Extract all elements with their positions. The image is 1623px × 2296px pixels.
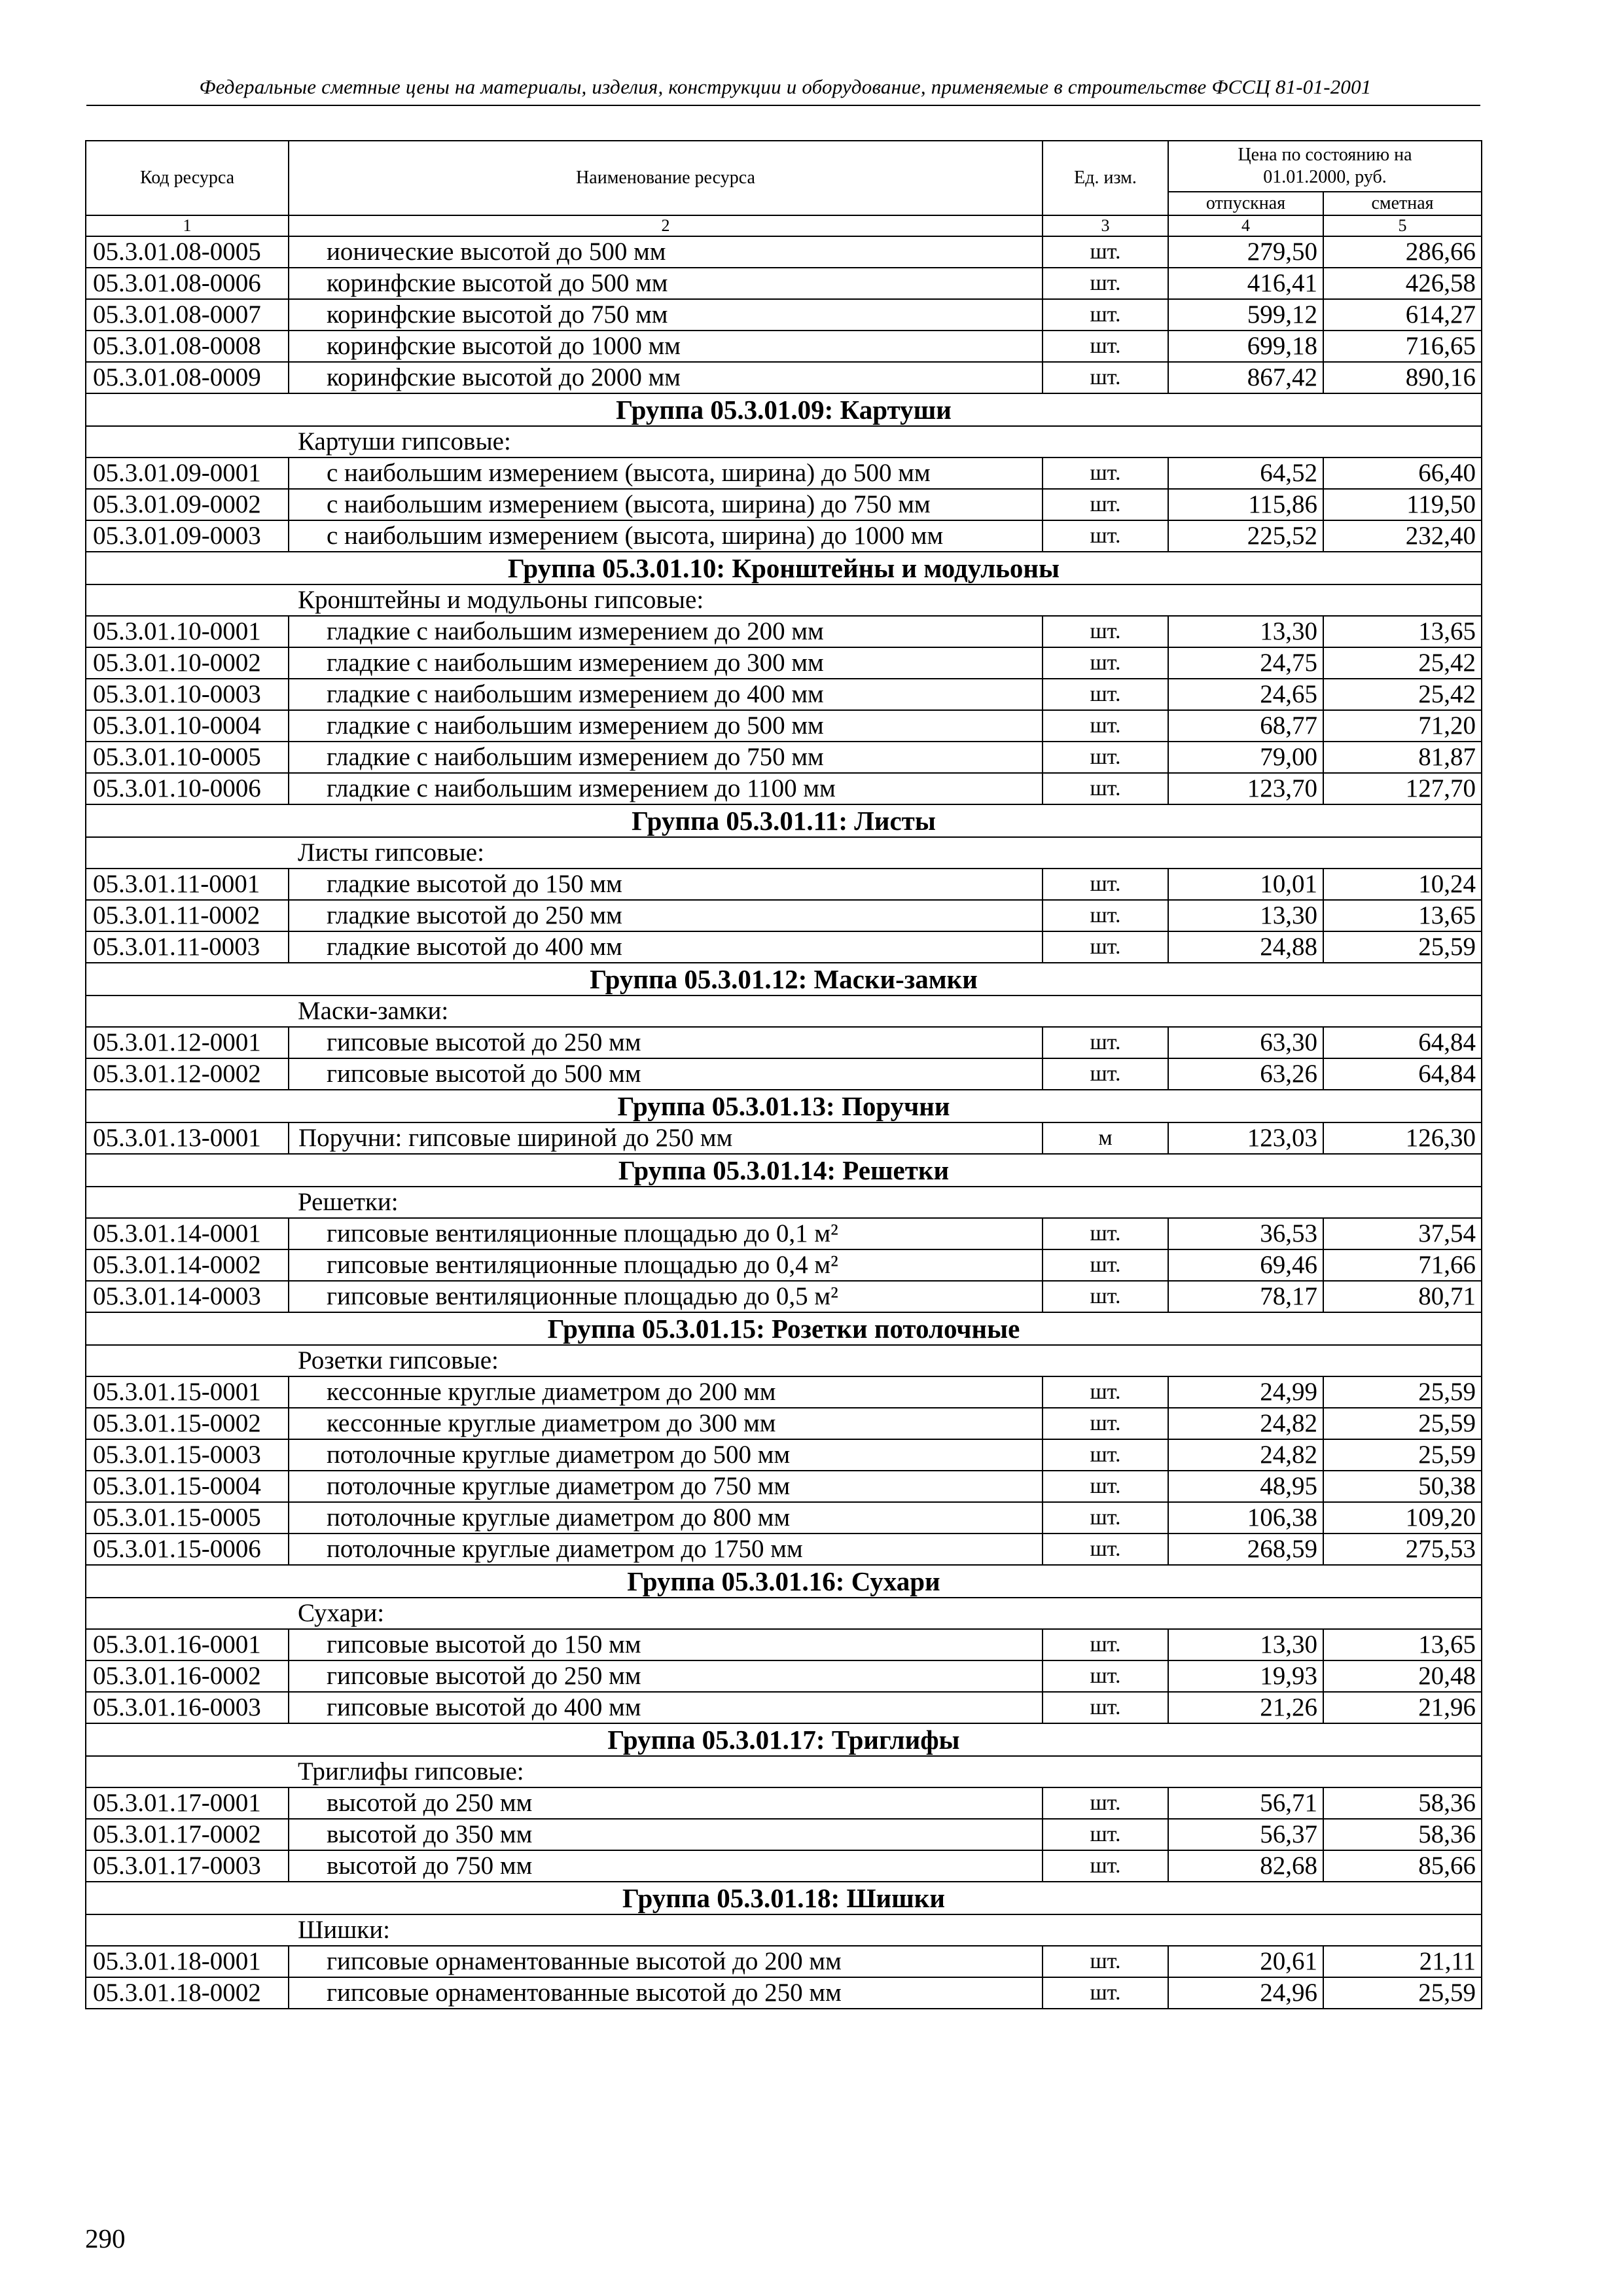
resource-code: 05.3.01.17-0003 [86,1850,289,1882]
unit: шт. [1043,1058,1168,1090]
group-row [86,1154,1482,1187]
resource-name: коринфские высотой до 1000 мм [289,331,1043,362]
resource-name: гипсовые вентиляционные площадью до 0,5 м² [289,1281,1043,1312]
unit: шт. [1043,1471,1168,1502]
price-estimate: 64,84 [1323,1058,1482,1090]
header-code: Код ресурса [86,141,289,215]
table-row [86,489,1482,520]
resource-code: 05.3.01.12-0001 [86,1027,289,1058]
resource-name: гладкие с наибольшим измерением до 400 мм [289,679,1043,710]
price-release: 24,82 [1168,1439,1323,1471]
resource-code: 05.3.01.16-0003 [86,1692,289,1723]
subheading-row [86,1187,1482,1218]
subheading-spacer [86,837,289,869]
table-row [86,362,1482,393]
unit: шт. [1043,616,1168,647]
group-row [86,1882,1482,1914]
table-row [86,331,1482,362]
resource-name: гладкие с наибольшим измерением до 750 мм [289,742,1043,773]
subheading-row [86,426,1482,457]
unit: шт. [1043,773,1168,804]
price-release: 68,77 [1168,710,1323,742]
price-estimate: 126,30 [1323,1122,1482,1154]
price-release: 24,88 [1168,931,1323,963]
subheading-row [86,1756,1482,1787]
group-title: Группа 05.3.01.16: Сухари [86,1565,1482,1598]
price-estimate: 13,65 [1323,900,1482,931]
price-estimate: 81,87 [1323,742,1482,773]
price-table [85,140,1482,2009]
resource-code: 05.3.01.14-0002 [86,1249,289,1281]
price-estimate: 25,59 [1323,1977,1482,2009]
price-release: 225,52 [1168,520,1323,552]
group-title: Группа 05.3.01.11: Листы [86,804,1482,837]
subheading-row [86,1598,1482,1629]
price-estimate: 890,16 [1323,362,1482,393]
price-release: 13,30 [1168,900,1323,931]
group-row [86,1723,1482,1756]
header-price-release: отпускная [1168,192,1323,215]
table-row [86,299,1482,331]
resource-code: 05.3.01.11-0001 [86,869,289,900]
price-estimate: 426,58 [1323,268,1482,299]
table-row [86,236,1482,268]
table-row [86,1502,1482,1534]
group-title: Группа 05.3.01.13: Поручни [86,1090,1482,1122]
price-estimate: 25,59 [1323,1408,1482,1439]
resource-code: 05.3.01.08-0005 [86,236,289,268]
resource-code: 05.3.01.10-0006 [86,773,289,804]
resource-code: 05.3.01.09-0002 [86,489,289,520]
resource-name: гладкие с наибольшим измерением до 300 мм [289,647,1043,679]
subheading-spacer [86,584,289,616]
price-estimate: 13,65 [1323,1629,1482,1660]
header-rule [86,105,1480,106]
unit: шт. [1043,679,1168,710]
resource-code: 05.3.01.15-0004 [86,1471,289,1502]
price-estimate: 286,66 [1323,236,1482,268]
resource-code: 05.3.01.13-0001 [86,1122,289,1154]
price-release: 867,42 [1168,362,1323,393]
price-release: 64,52 [1168,457,1323,489]
table-row [86,520,1482,552]
price-release: 36,53 [1168,1218,1323,1249]
resource-code: 05.3.01.12-0002 [86,1058,289,1090]
subheading-spacer [86,1345,289,1376]
price-estimate: 66,40 [1323,457,1482,489]
price-estimate: 25,42 [1323,679,1482,710]
table-row [86,1819,1482,1850]
resource-code: 05.3.01.08-0008 [86,331,289,362]
table-row [86,742,1482,773]
header-price-group: Цена по состоянию на 01.01.2000, руб. [1168,141,1482,192]
resource-code: 05.3.01.09-0003 [86,520,289,552]
column-number: 2 [289,215,1043,236]
price-estimate: 64,84 [1323,1027,1482,1058]
unit: шт. [1043,900,1168,931]
price-release: 123,03 [1168,1122,1323,1154]
column-number: 5 [1323,215,1482,236]
subheading-row [86,837,1482,869]
group-row [86,1090,1482,1122]
subheading-spacer [86,996,289,1027]
resource-name: гипсовые высотой до 150 мм [289,1629,1043,1660]
price-release: 24,96 [1168,1977,1323,2009]
unit: шт. [1043,1692,1168,1723]
table-row [86,1692,1482,1723]
resource-name: гладкие с наибольшим измерением до 500 мм [289,710,1043,742]
unit: шт. [1043,647,1168,679]
table-row [86,869,1482,900]
resource-code: 05.3.01.16-0002 [86,1660,289,1692]
resource-name: потолочные круглые диаметром до 800 мм [289,1502,1043,1534]
resource-code: 05.3.01.18-0001 [86,1946,289,1977]
resource-code: 05.3.01.10-0004 [86,710,289,742]
unit: шт. [1043,1850,1168,1882]
price-release: 24,99 [1168,1376,1323,1408]
group-row [86,963,1482,996]
price-release: 56,37 [1168,1819,1323,1850]
table-row [86,1249,1482,1281]
resource-name: гладкие высотой до 400 мм [289,931,1043,963]
price-estimate: 10,24 [1323,869,1482,900]
unit: шт. [1043,1027,1168,1058]
price-release: 63,30 [1168,1027,1323,1058]
price-release: 599,12 [1168,299,1323,331]
subheading-row [86,1345,1482,1376]
resource-code: 05.3.01.10-0005 [86,742,289,773]
resource-name: кессонные круглые диаметром до 200 мм [289,1376,1043,1408]
resource-code: 05.3.01.15-0001 [86,1376,289,1408]
price-estimate: 37,54 [1323,1218,1482,1249]
subheading-spacer [86,1914,289,1946]
price-release: 13,30 [1168,616,1323,647]
unit: шт. [1043,869,1168,900]
price-release: 106,38 [1168,1502,1323,1534]
resource-code: 05.3.01.14-0003 [86,1281,289,1312]
unit: шт. [1043,1946,1168,1977]
price-estimate: 13,65 [1323,616,1482,647]
table-row [86,616,1482,647]
group-row [86,804,1482,837]
group-row [86,1565,1482,1598]
group-title: Группа 05.3.01.14: Решетки [86,1154,1482,1187]
subheading: Листы гипсовые: [289,837,1482,869]
price-estimate: 614,27 [1323,299,1482,331]
page-number: 290 [85,2223,126,2253]
table-row [86,1471,1482,1502]
price-release: 123,70 [1168,773,1323,804]
unit: м [1043,1122,1168,1154]
resource-code: 05.3.01.08-0007 [86,299,289,331]
resource-name: гладкие высотой до 150 мм [289,869,1043,900]
subheading: Картуши гипсовые: [289,426,1482,457]
unit: шт. [1043,489,1168,520]
resource-code: 05.3.01.10-0003 [86,679,289,710]
price-table-body [86,141,1482,2009]
subheading-spacer [86,1187,289,1218]
price-release: 21,26 [1168,1692,1323,1723]
price-estimate: 25,59 [1323,1439,1482,1471]
unit: шт. [1043,1408,1168,1439]
unit: шт. [1043,1218,1168,1249]
resource-name: коринфские высотой до 2000 мм [289,362,1043,393]
group-title: Группа 05.3.01.10: Кронштейны и модульоны [86,552,1482,584]
unit: шт. [1043,299,1168,331]
price-estimate: 232,40 [1323,520,1482,552]
resource-name: потолочные круглые диаметром до 1750 мм [289,1534,1043,1565]
price-release: 79,00 [1168,742,1323,773]
subheading: Сухари: [289,1598,1482,1629]
resource-code: 05.3.01.16-0001 [86,1629,289,1660]
price-estimate: 71,66 [1323,1249,1482,1281]
price-estimate: 25,59 [1323,931,1482,963]
resource-name: гладкие с наибольшим измерением до 200 мм [289,616,1043,647]
resource-code: 05.3.01.15-0006 [86,1534,289,1565]
resource-code: 05.3.01.18-0002 [86,1977,289,2009]
subheading-spacer [86,426,289,457]
table-row [86,931,1482,963]
table-row [86,1439,1482,1471]
subheading-row [86,1914,1482,1946]
group-row [86,1312,1482,1345]
price-estimate: 275,53 [1323,1534,1482,1565]
price-release: 19,93 [1168,1660,1323,1692]
resource-name: гипсовые вентиляционные площадью до 0,4 м² [289,1249,1043,1281]
header-unit: Ед. изм. [1043,141,1168,215]
resource-name: гладкие с наибольшим измерением до 1100 мм [289,773,1043,804]
resource-code: 05.3.01.09-0001 [86,457,289,489]
table-row [86,1218,1482,1249]
price-release: 20,61 [1168,1946,1323,1977]
price-release: 699,18 [1168,331,1323,362]
price-release: 24,65 [1168,679,1323,710]
subheading: Кронштейны и модульоны гипсовые: [289,584,1482,616]
resource-name: гипсовые орнаментованные высотой до 200 мм [289,1946,1043,1977]
unit: шт. [1043,1281,1168,1312]
resource-name: высотой до 250 мм [289,1787,1043,1819]
resource-name: гипсовые высотой до 400 мм [289,1692,1043,1723]
price-estimate: 25,59 [1323,1376,1482,1408]
price-release: 48,95 [1168,1471,1323,1502]
table-row [86,1027,1482,1058]
header-price-estimate: сметная [1323,192,1482,215]
resource-code: 05.3.01.15-0002 [86,1408,289,1439]
group-row [86,393,1482,426]
unit: шт. [1043,1502,1168,1534]
unit: шт. [1043,331,1168,362]
price-release: 416,41 [1168,268,1323,299]
table-row [86,268,1482,299]
price-estimate: 58,36 [1323,1819,1482,1850]
unit: шт. [1043,1977,1168,2009]
price-estimate: 127,70 [1323,773,1482,804]
resource-name: с наибольшим измерением (высота, ширина) до 500 мм [289,457,1043,489]
unit: шт. [1043,1660,1168,1692]
column-numbers-row [86,215,1482,236]
price-release: 10,01 [1168,869,1323,900]
price-release: 279,50 [1168,236,1323,268]
resource-code: 05.3.01.11-0002 [86,900,289,931]
subheading: Решетки: [289,1187,1482,1218]
column-number: 4 [1168,215,1323,236]
table-row [86,1787,1482,1819]
subheading: Шишки: [289,1914,1482,1946]
price-release: 78,17 [1168,1281,1323,1312]
price-estimate: 80,71 [1323,1281,1482,1312]
resource-name: гипсовые высотой до 250 мм [289,1660,1043,1692]
group-title: Группа 05.3.01.17: Триглифы [86,1723,1482,1756]
resource-name: гипсовые высотой до 500 мм [289,1058,1043,1090]
running-header: Федеральные сметные цены на материалы, изделия, конструкции и оборудование, применяемые в строительстве ФССЦ 81-01-2001 [199,75,1372,98]
price-release: 24,82 [1168,1408,1323,1439]
resource-name: с наибольшим измерением (высота, ширина) до 750 мм [289,489,1043,520]
price-release: 82,68 [1168,1850,1323,1882]
table-row [86,1660,1482,1692]
unit: шт. [1043,1787,1168,1819]
resource-code: 05.3.01.08-0009 [86,362,289,393]
resource-name: коринфские высотой до 500 мм [289,268,1043,299]
column-number: 3 [1043,215,1168,236]
resource-name: высотой до 750 мм [289,1850,1043,1882]
price-estimate: 20,48 [1323,1660,1482,1692]
table-row [86,457,1482,489]
table-row [86,1122,1482,1154]
resource-name: кессонные круглые диаметром до 300 мм [289,1408,1043,1439]
price-release: 69,46 [1168,1249,1323,1281]
group-title: Группа 05.3.01.09: Картуши [86,393,1482,426]
table-row [86,1408,1482,1439]
resource-name: гипсовые высотой до 250 мм [289,1027,1043,1058]
group-row [86,552,1482,584]
unit: шт. [1043,1439,1168,1471]
resource-code: 05.3.01.11-0003 [86,931,289,963]
price-release: 56,71 [1168,1787,1323,1819]
resource-code: 05.3.01.08-0006 [86,268,289,299]
price-estimate: 21,96 [1323,1692,1482,1723]
unit: шт. [1043,1376,1168,1408]
unit: шт. [1043,1249,1168,1281]
unit: шт. [1043,1534,1168,1565]
subheading: Розетки гипсовые: [289,1345,1482,1376]
unit: шт. [1043,931,1168,963]
unit: шт. [1043,520,1168,552]
price-release: 268,59 [1168,1534,1323,1565]
price-release: 63,26 [1168,1058,1323,1090]
resource-name: гипсовые орнаментованные высотой до 250 мм [289,1977,1043,2009]
price-release: 115,86 [1168,489,1323,520]
table-row [86,900,1482,931]
group-title: Группа 05.3.01.12: Маски-замки [86,963,1482,996]
resource-name: потолочные круглые диаметром до 500 мм [289,1439,1043,1471]
price-estimate: 119,50 [1323,489,1482,520]
price-estimate: 50,38 [1323,1471,1482,1502]
table-row [86,1376,1482,1408]
price-estimate: 109,20 [1323,1502,1482,1534]
table-row [86,679,1482,710]
unit: шт. [1043,457,1168,489]
group-title: Группа 05.3.01.15: Розетки потолочные [86,1312,1482,1345]
group-title: Группа 05.3.01.18: Шишки [86,1882,1482,1914]
unit: шт. [1043,1819,1168,1850]
table-row [86,1629,1482,1660]
column-number: 1 [86,215,289,236]
price-estimate: 716,65 [1323,331,1482,362]
resource-code: 05.3.01.14-0001 [86,1218,289,1249]
table-row [86,1977,1482,2009]
price-estimate: 58,36 [1323,1787,1482,1819]
unit: шт. [1043,1629,1168,1660]
subheading-spacer [86,1598,289,1629]
table-row [86,710,1482,742]
resource-code: 05.3.01.10-0002 [86,647,289,679]
price-estimate: 21,11 [1323,1946,1482,1977]
table-row [86,1946,1482,1977]
resource-code: 05.3.01.15-0005 [86,1502,289,1534]
subheading-row [86,584,1482,616]
unit: шт. [1043,710,1168,742]
resource-code: 05.3.01.10-0001 [86,616,289,647]
unit: шт. [1043,742,1168,773]
price-estimate: 85,66 [1323,1850,1482,1882]
resource-name: коринфские высотой до 750 мм [289,299,1043,331]
unit: шт. [1043,236,1168,268]
price-estimate: 71,20 [1323,710,1482,742]
subheading-row [86,996,1482,1027]
unit: шт. [1043,362,1168,393]
table-row [86,1058,1482,1090]
price-estimate: 25,42 [1323,647,1482,679]
subheading: Маски-замки: [289,996,1482,1027]
resource-name: гипсовые вентиляционные площадью до 0,1 м² [289,1218,1043,1249]
header-name: Наименование ресурса [289,141,1043,215]
resource-code: 05.3.01.17-0001 [86,1787,289,1819]
table-row [86,1281,1482,1312]
subheading-spacer [86,1756,289,1787]
resource-name: Поручни: гипсовые шириной до 250 мм [289,1122,1043,1154]
table-row [86,647,1482,679]
table-row [86,1850,1482,1882]
resource-code: 05.3.01.17-0002 [86,1819,289,1850]
price-release: 13,30 [1168,1629,1323,1660]
table-row [86,773,1482,804]
subheading: Триглифы гипсовые: [289,1756,1482,1787]
price-release: 24,75 [1168,647,1323,679]
resource-name: гладкие высотой до 250 мм [289,900,1043,931]
unit: шт. [1043,268,1168,299]
resource-code: 05.3.01.15-0003 [86,1439,289,1471]
resource-name: ионические высотой до 500 мм [289,236,1043,268]
resource-name: высотой до 350 мм [289,1819,1043,1850]
resource-name: с наибольшим измерением (высота, ширина) до 1000 мм [289,520,1043,552]
resource-name: потолочные круглые диаметром до 750 мм [289,1471,1043,1502]
table-row [86,1534,1482,1565]
